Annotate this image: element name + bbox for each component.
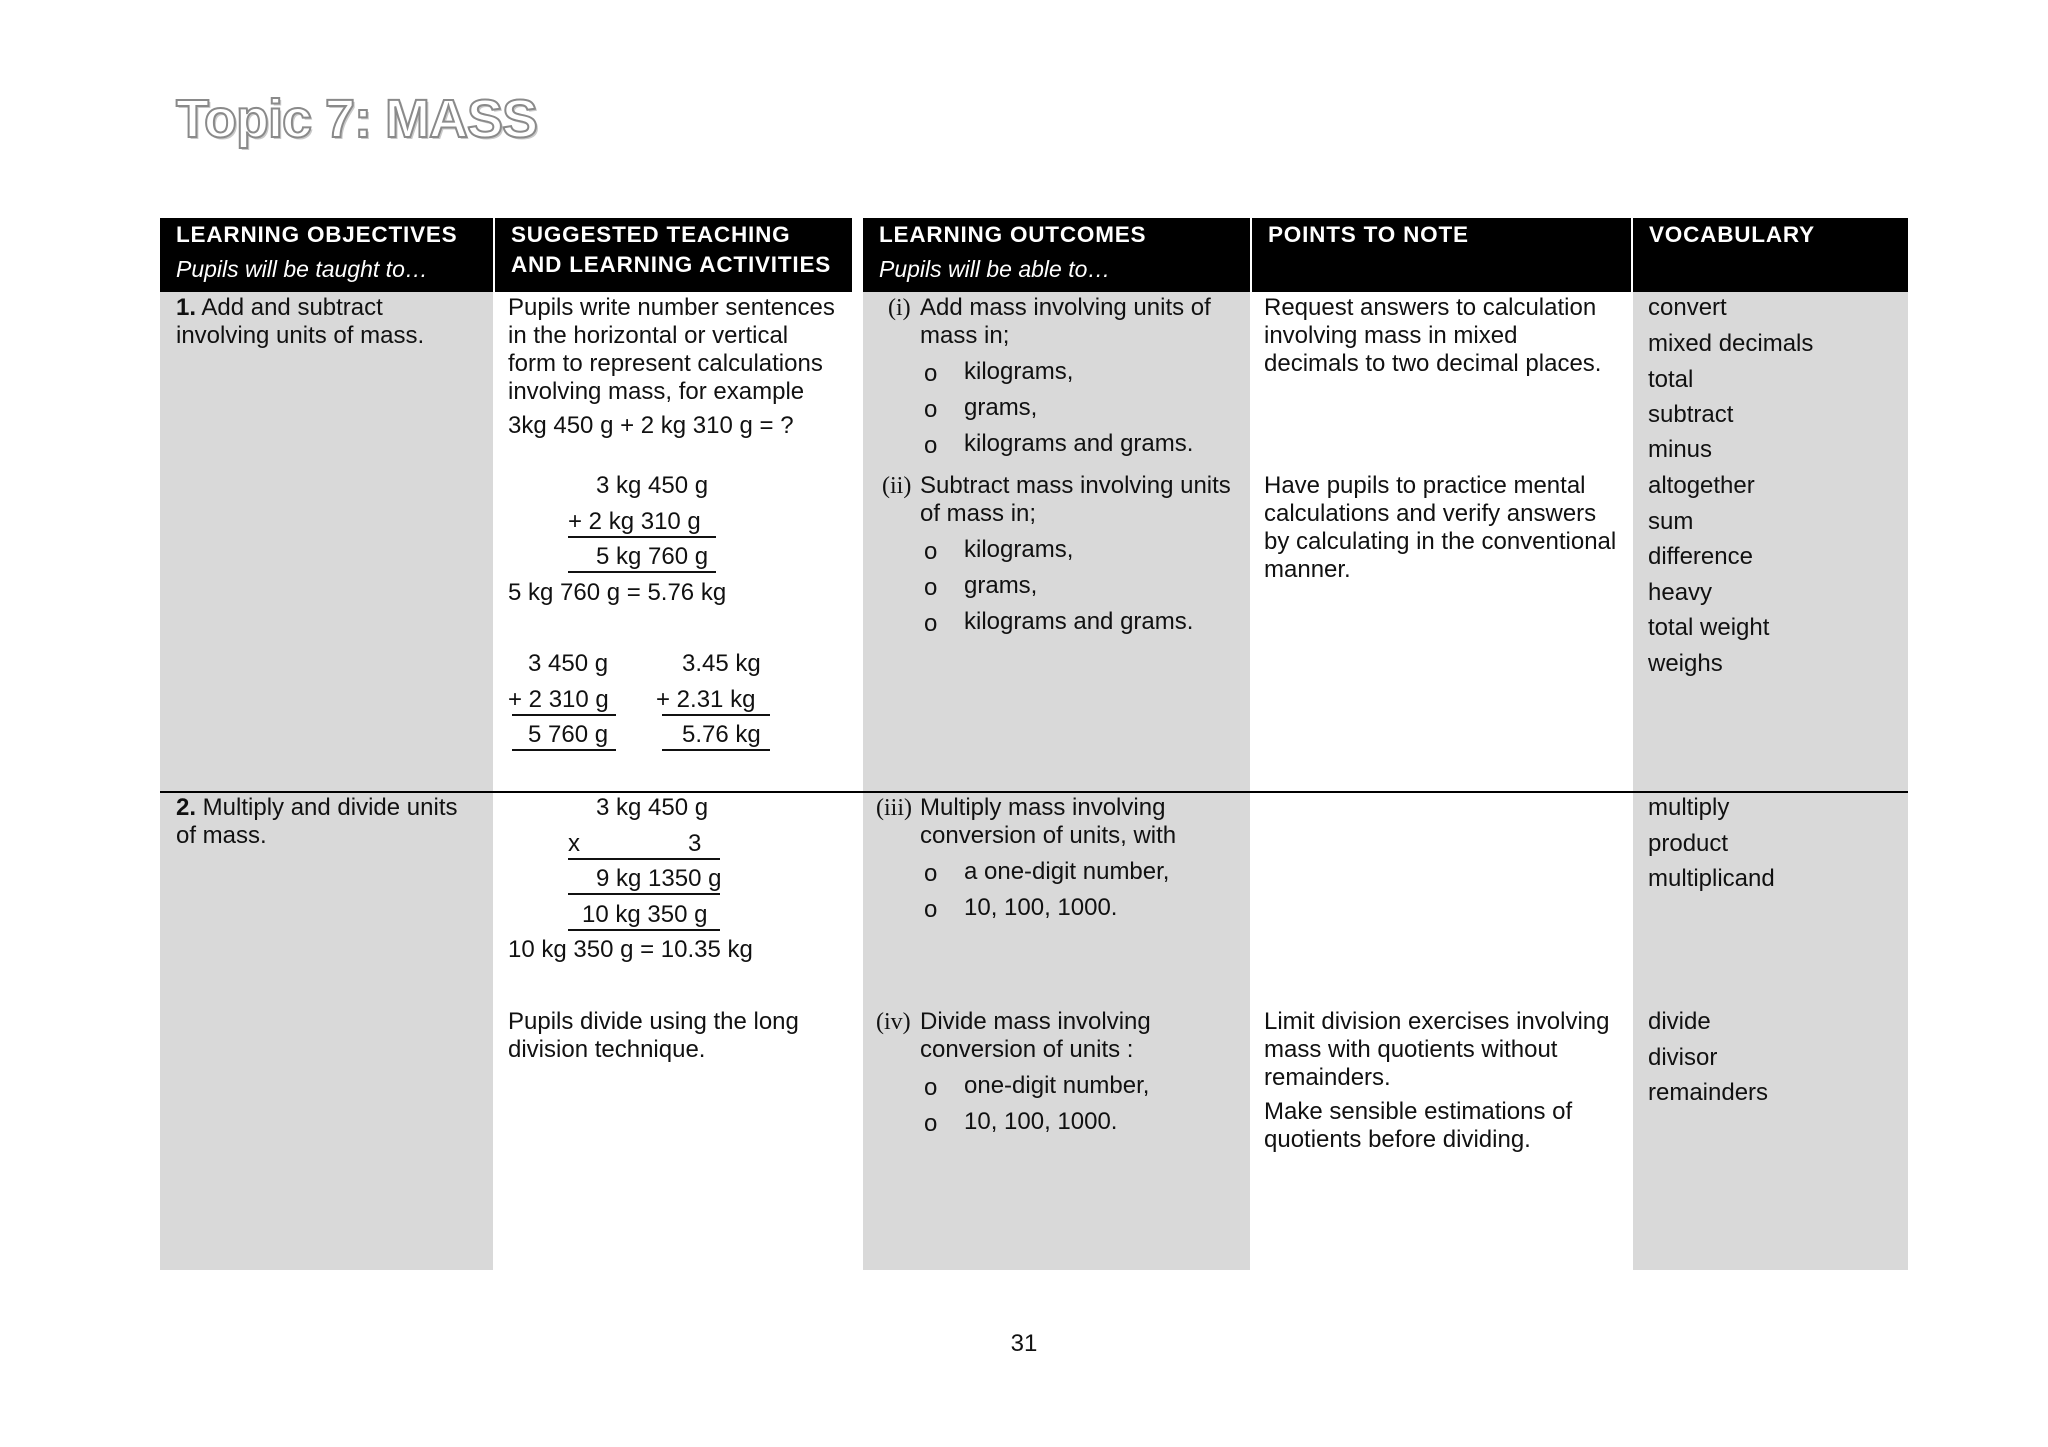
outcome-item: kilograms and grams. bbox=[964, 430, 1194, 457]
mult-line-3: 9 kg 1350 g bbox=[596, 865, 722, 892]
outcome-numeral: (iii) bbox=[876, 795, 912, 821]
vocab-word: minus bbox=[1648, 436, 1713, 463]
header-vocab bbox=[1633, 218, 1908, 292]
syllabus-table bbox=[160, 218, 1908, 1270]
calc-rule bbox=[568, 536, 716, 538]
point-text: Make sensible estimations of bbox=[1264, 1098, 1573, 1125]
mult-line-1: 3 kg 450 g bbox=[596, 794, 709, 821]
calc-rule bbox=[662, 714, 770, 716]
header-vocab-title: VOCABULARY bbox=[1649, 222, 1815, 247]
vocab-word: multiply bbox=[1648, 794, 1730, 821]
outcome-text: of mass in; bbox=[920, 500, 1037, 527]
header-activities bbox=[495, 218, 852, 292]
outcome-numeral: (iv) bbox=[876, 1009, 911, 1035]
calc-rule bbox=[512, 714, 616, 716]
point-text: decimals to two decimal places. bbox=[1264, 350, 1602, 377]
header-objectives bbox=[160, 218, 493, 292]
bullet-icon: o bbox=[924, 896, 938, 923]
outcome-item: kilograms and grams. bbox=[964, 608, 1194, 635]
calc3-sum: 5.76 kg bbox=[682, 721, 761, 748]
point-text: mass with quotients without bbox=[1264, 1036, 1558, 1063]
point-text: Request answers to calculation bbox=[1264, 294, 1597, 321]
activity-text-line: division technique. bbox=[508, 1036, 706, 1063]
calc3-addend-2: + 2.31 kg bbox=[656, 686, 756, 713]
objective-1 bbox=[176, 294, 383, 322]
header-activities-line2: AND LEARNING ACTIVITIES bbox=[511, 252, 832, 277]
vocab-word: multiplicand bbox=[1648, 865, 1775, 892]
calc-addend-1: 3 kg 450 g bbox=[596, 472, 709, 499]
header-outcomes-sub: Pupils will be able to… bbox=[879, 256, 1111, 282]
activity-equation: 3kg 450 g + 2 kg 310 g = ? bbox=[508, 412, 794, 439]
vocab-word: altogether bbox=[1648, 472, 1755, 499]
point-text: Have pupils to practice mental bbox=[1264, 472, 1586, 499]
vocab-word: total weight bbox=[1648, 614, 1770, 641]
bullet-icon: o bbox=[924, 574, 938, 601]
calc-addend-2: + 2 kg 310 g bbox=[568, 508, 701, 535]
bullet-icon: o bbox=[924, 432, 938, 459]
objective-1-number: 1. bbox=[176, 294, 197, 321]
bullet-icon: o bbox=[924, 360, 938, 387]
calc2-addend-1: 3 450 g bbox=[528, 650, 609, 677]
header-outcomes bbox=[863, 218, 1250, 292]
outcome-numeral: (i) bbox=[888, 295, 911, 321]
point-text: remainders. bbox=[1264, 1064, 1391, 1091]
activity-text-line: form to represent calculations bbox=[508, 350, 823, 377]
outcome-text: Add mass involving units of bbox=[920, 294, 1211, 321]
vocab-word: product bbox=[1648, 830, 1729, 857]
vocab-word: weighs bbox=[1648, 650, 1723, 677]
objective-1-line2: involving units of mass. bbox=[176, 322, 425, 349]
point-text: Limit division exercises involving bbox=[1264, 1008, 1610, 1035]
point-text: quotients before dividing. bbox=[1264, 1126, 1531, 1153]
vocab-word: divide bbox=[1648, 1008, 1711, 1035]
calc-rule bbox=[512, 749, 616, 751]
calc-rule bbox=[568, 858, 720, 860]
vocab-word: mixed decimals bbox=[1648, 330, 1814, 357]
objective-2-number: 2. bbox=[176, 794, 197, 821]
activity-text-line: in the horizontal or vertical bbox=[508, 322, 789, 349]
vocab-word: sum bbox=[1648, 508, 1694, 535]
bullet-icon: o bbox=[924, 1110, 938, 1137]
outcome-text: Multiply mass involving bbox=[920, 794, 1166, 821]
mult-multiplier: 3 bbox=[688, 830, 702, 857]
objectives-column-bg bbox=[160, 292, 493, 1270]
vocab-word: heavy bbox=[1648, 579, 1713, 606]
vocab-word: convert bbox=[1648, 294, 1727, 321]
point-text: by calculating in the conventional bbox=[1264, 528, 1617, 555]
header-objectives-title: LEARNING OBJECTIVES bbox=[176, 222, 458, 247]
outcome-item: kilograms, bbox=[964, 358, 1074, 385]
outcome-item: one-digit number, bbox=[964, 1072, 1150, 1099]
vocab-word: difference bbox=[1648, 543, 1753, 570]
outcome-text: conversion of units, with bbox=[920, 822, 1177, 849]
point-text: manner. bbox=[1264, 556, 1351, 583]
page-number: 31 bbox=[1010, 1330, 1038, 1357]
bullet-icon: o bbox=[924, 538, 938, 565]
outcome-item: 10, 100, 1000. bbox=[964, 894, 1118, 921]
outcome-numeral: (ii) bbox=[882, 473, 912, 499]
vocab-word: subtract bbox=[1648, 401, 1734, 428]
bullet-icon: o bbox=[924, 396, 938, 423]
bullet-icon: o bbox=[924, 1074, 938, 1101]
calc-rule bbox=[568, 893, 720, 895]
vocab-word: total bbox=[1648, 366, 1694, 393]
objective-2-line2: of mass. bbox=[176, 822, 267, 849]
calc3-addend-1: 3.45 kg bbox=[682, 650, 761, 677]
objective-2 bbox=[176, 794, 457, 822]
activity-text-line: Pupils divide using the long bbox=[508, 1008, 799, 1035]
calc2-sum: 5 760 g bbox=[528, 721, 609, 748]
activity-text-line: Pupils write number sentences bbox=[508, 294, 835, 321]
mult-result: 10 kg 350 g = 10.35 kg bbox=[508, 936, 753, 963]
point-text: calculations and verify answers bbox=[1264, 500, 1597, 527]
outcome-item: grams, bbox=[964, 394, 1038, 421]
header-points-title: POINTS TO NOTE bbox=[1268, 222, 1469, 247]
objective-2-text: Multiply and divide units bbox=[196, 794, 458, 821]
mult-sign: x bbox=[568, 830, 580, 857]
mult-line-4: 10 kg 350 g bbox=[582, 901, 708, 928]
calc2-addend-2: + 2 310 g bbox=[508, 686, 609, 713]
outcome-item: grams, bbox=[964, 572, 1038, 599]
outcome-text: Divide mass involving bbox=[920, 1008, 1151, 1035]
page-title: Topic 7: MASS bbox=[176, 89, 538, 149]
outcome-item: 10, 100, 1000. bbox=[964, 1108, 1118, 1135]
header-objectives-sub: Pupils will be taught to… bbox=[176, 256, 428, 282]
outcome-text: mass in; bbox=[920, 322, 1010, 349]
bullet-icon: o bbox=[924, 860, 938, 887]
outcome-item: a one-digit number, bbox=[964, 858, 1170, 885]
header-outcomes-title: LEARNING OUTCOMES bbox=[879, 222, 1147, 247]
activity-text-line: involving mass, for example bbox=[508, 378, 805, 405]
calc-rule bbox=[568, 929, 720, 931]
row-divider bbox=[160, 791, 1908, 793]
calc-sum: 5 kg 760 g bbox=[596, 543, 709, 570]
outcome-text: conversion of units : bbox=[920, 1036, 1134, 1063]
bullet-icon: o bbox=[924, 610, 938, 637]
calc-result: 5 kg 760 g = 5.76 kg bbox=[508, 579, 727, 606]
objective-1-text: Add and subtract bbox=[196, 294, 383, 321]
outcome-item: kilograms, bbox=[964, 536, 1074, 563]
calc-rule bbox=[662, 749, 770, 751]
header-activities-line1: SUGGESTED TEACHING bbox=[511, 222, 791, 247]
header-points bbox=[1252, 218, 1631, 292]
outcome-text: Subtract mass involving units bbox=[920, 472, 1231, 499]
vocab-word: remainders bbox=[1648, 1079, 1769, 1106]
point-text: involving mass in mixed bbox=[1264, 322, 1518, 349]
vocab-word: divisor bbox=[1648, 1044, 1718, 1071]
calc-rule bbox=[568, 571, 716, 573]
